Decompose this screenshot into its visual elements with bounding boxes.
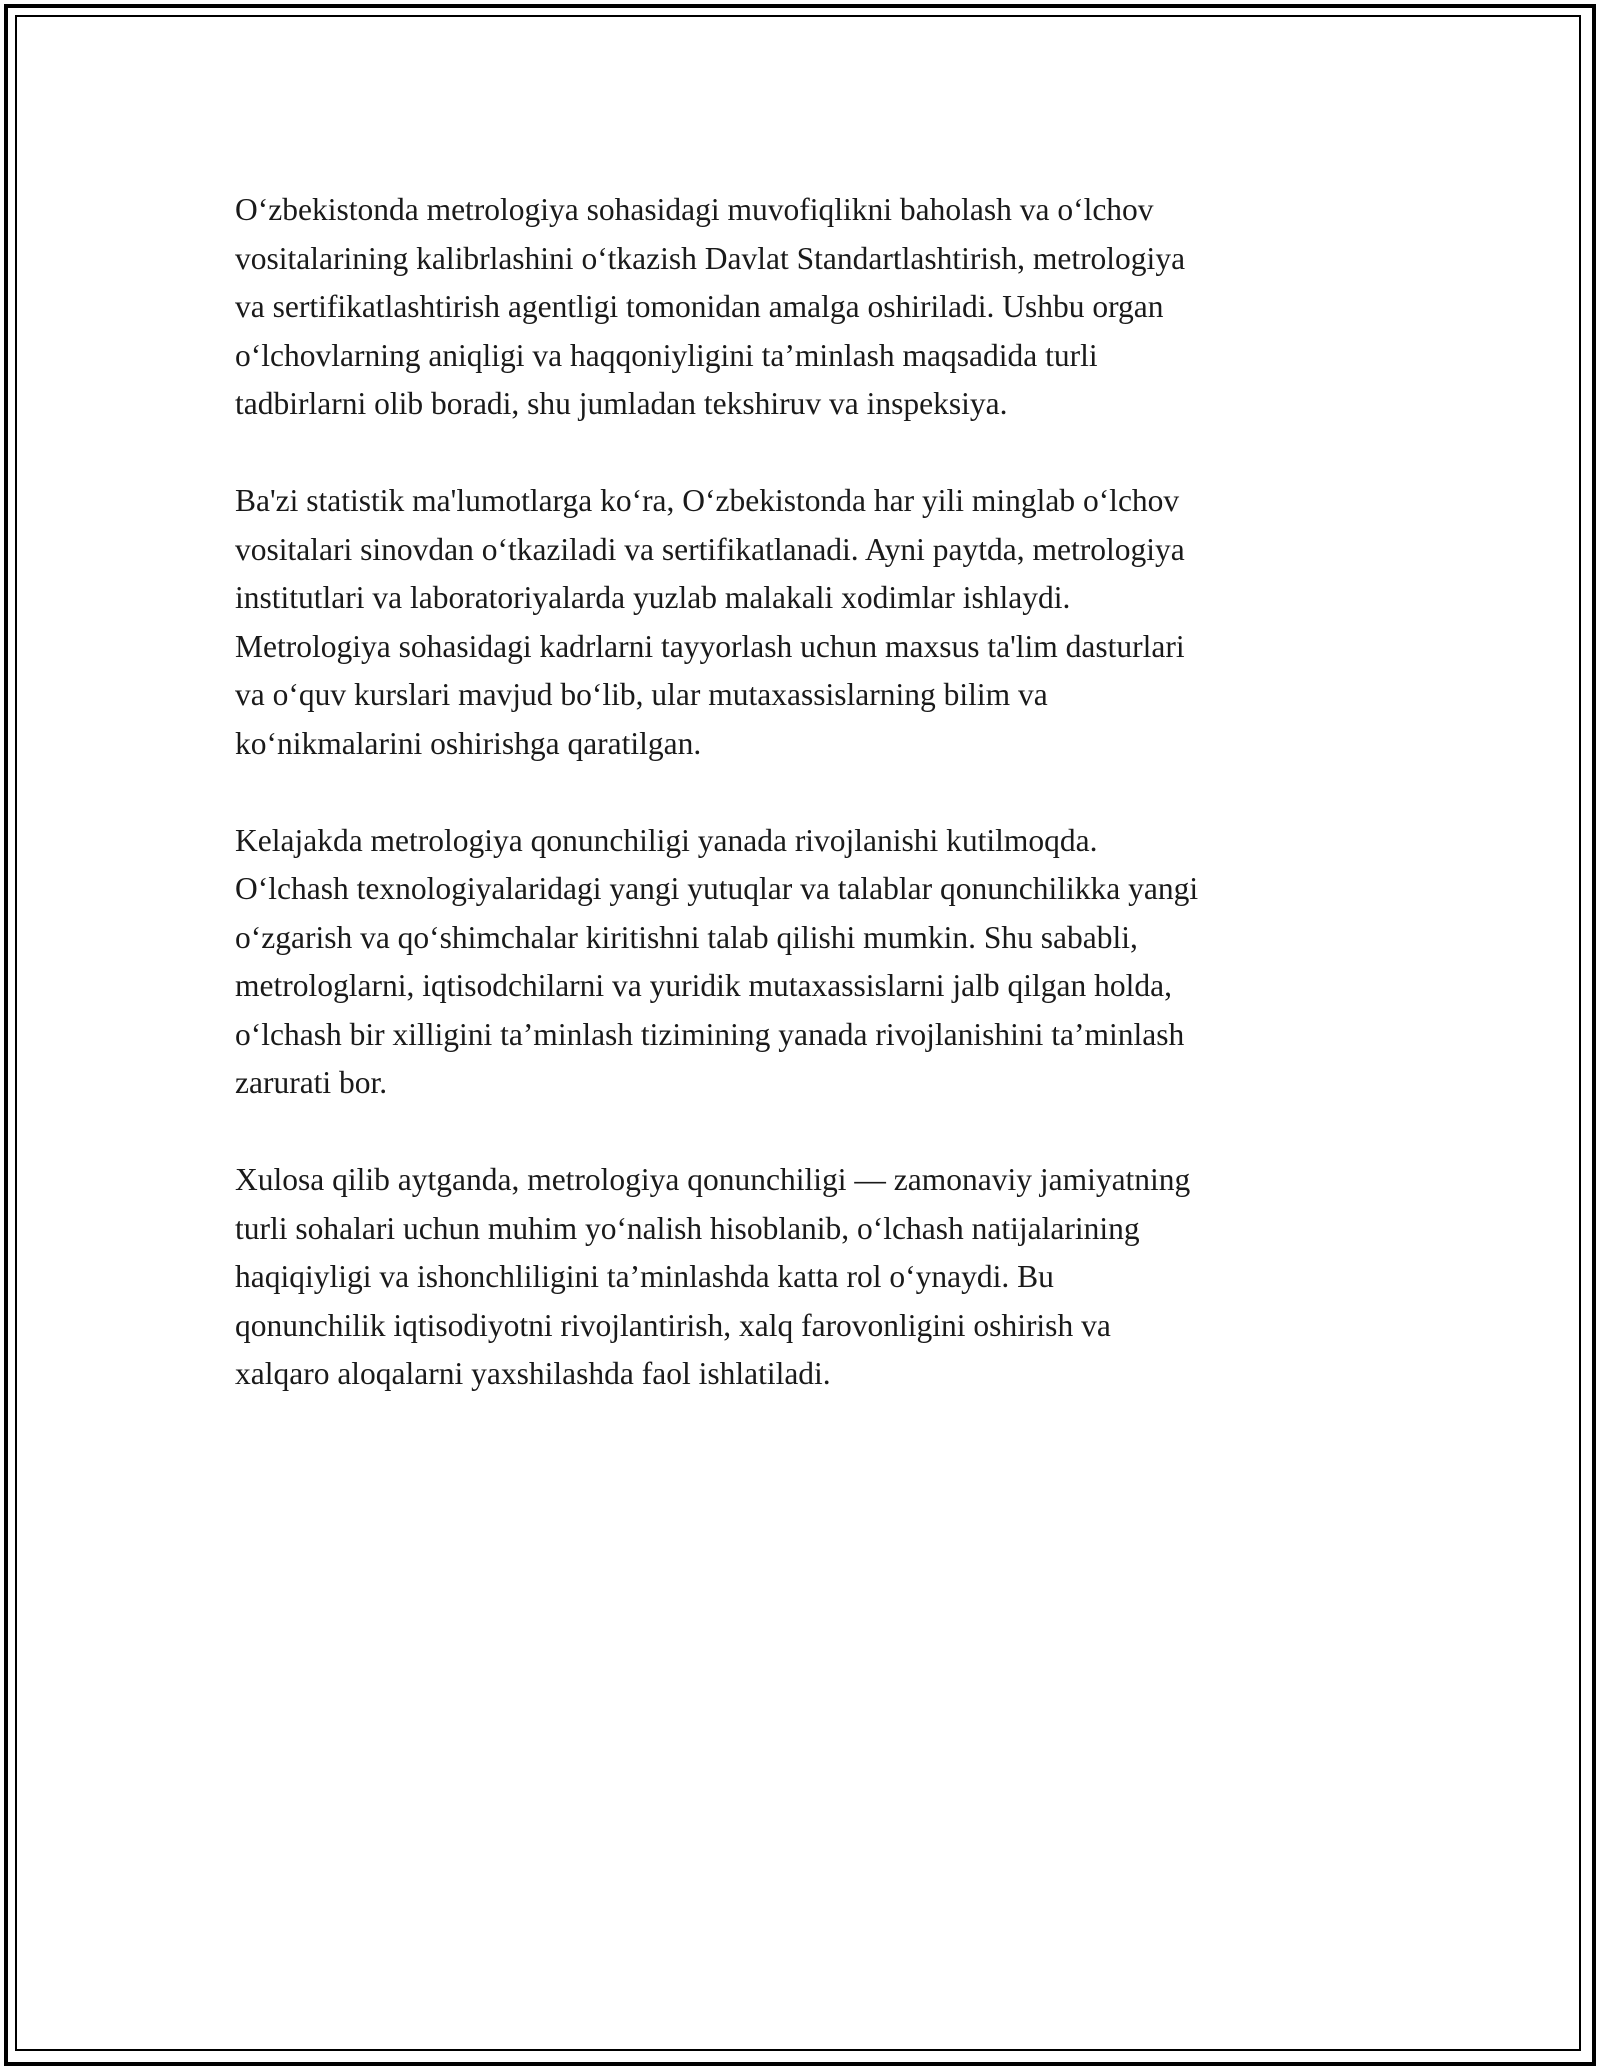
paragraph-1: O‘zbekistonda metrologiya sohasidagi muvofiqlikni baholash va o‘lchov vositalarining kalibrlashini o‘tkazish Davlat Standartlashtirish, metrologiya va sertifikatlashtirish agentligi tomonidan amalga oshiriladi. Ushbu organ o‘lchovlarning aniqligi va haqqoniyligini ta’minlash maqsadida turli tadbirlarni olib boradi, shu jumladan tekshiruv va inspeksiya. <box>235 192 1186 421</box>
paragraph-4: Xulosa qilib aytganda, metrologiya qonunchiligi — zamonaviy jamiyatning turli sohalari uchun muhim yo‘nalish hisoblanib, o‘lchash natijalarining haqiqiyligi va ishonchliligini ta’minlashda katta rol o‘ynaydi. Bu qonunchilik iqtisodiyotni rivojlantirish, xalq farovonligini oshirish va xalqaro aloqalarni yaxshilashda faol ishlatiladi. <box>235 1162 1191 1391</box>
document-body <box>235 186 1385 1447</box>
paragraph-3: Kelajakda metrologiya qonunchiligi yanada rivojlanishi kutilmoqda. O‘lchash texnologiyalaridagi yangi yutuqlar va talablar qonunchilikka yangi o‘zgarish va qo‘shimchalar kiritishni talab qilishi mumkin. Shu sababli, metrologlarni, iqtisodchilarni va yuridik mutaxassislarni jalb qilgan holda, o‘lchash bir xilligini ta’minlash tizimining yanada rivojlanishini ta’minlash zarurati bor. <box>235 822 1199 1100</box>
paragraph-2: Ba'zi statistik ma'lumotlarga ko‘ra, O‘zbekistonda har yili minglab o‘lchov vositalari sinovdan o‘tkaziladi va sertifikatlanadi. Ayni paytda, metrologiya institutlari va laboratoriyalarda yuzlab malakali xodimlar ishlaydi. Metrologiya sohasidagi kadrlarni tayyorlash uchun maxsus ta'lim dasturlari va o‘quv kurslari mavjud bo‘lib, ular mutaxassislarning bilim va ko‘nikmalarini oshirishga qaratilgan. <box>235 483 1185 761</box>
